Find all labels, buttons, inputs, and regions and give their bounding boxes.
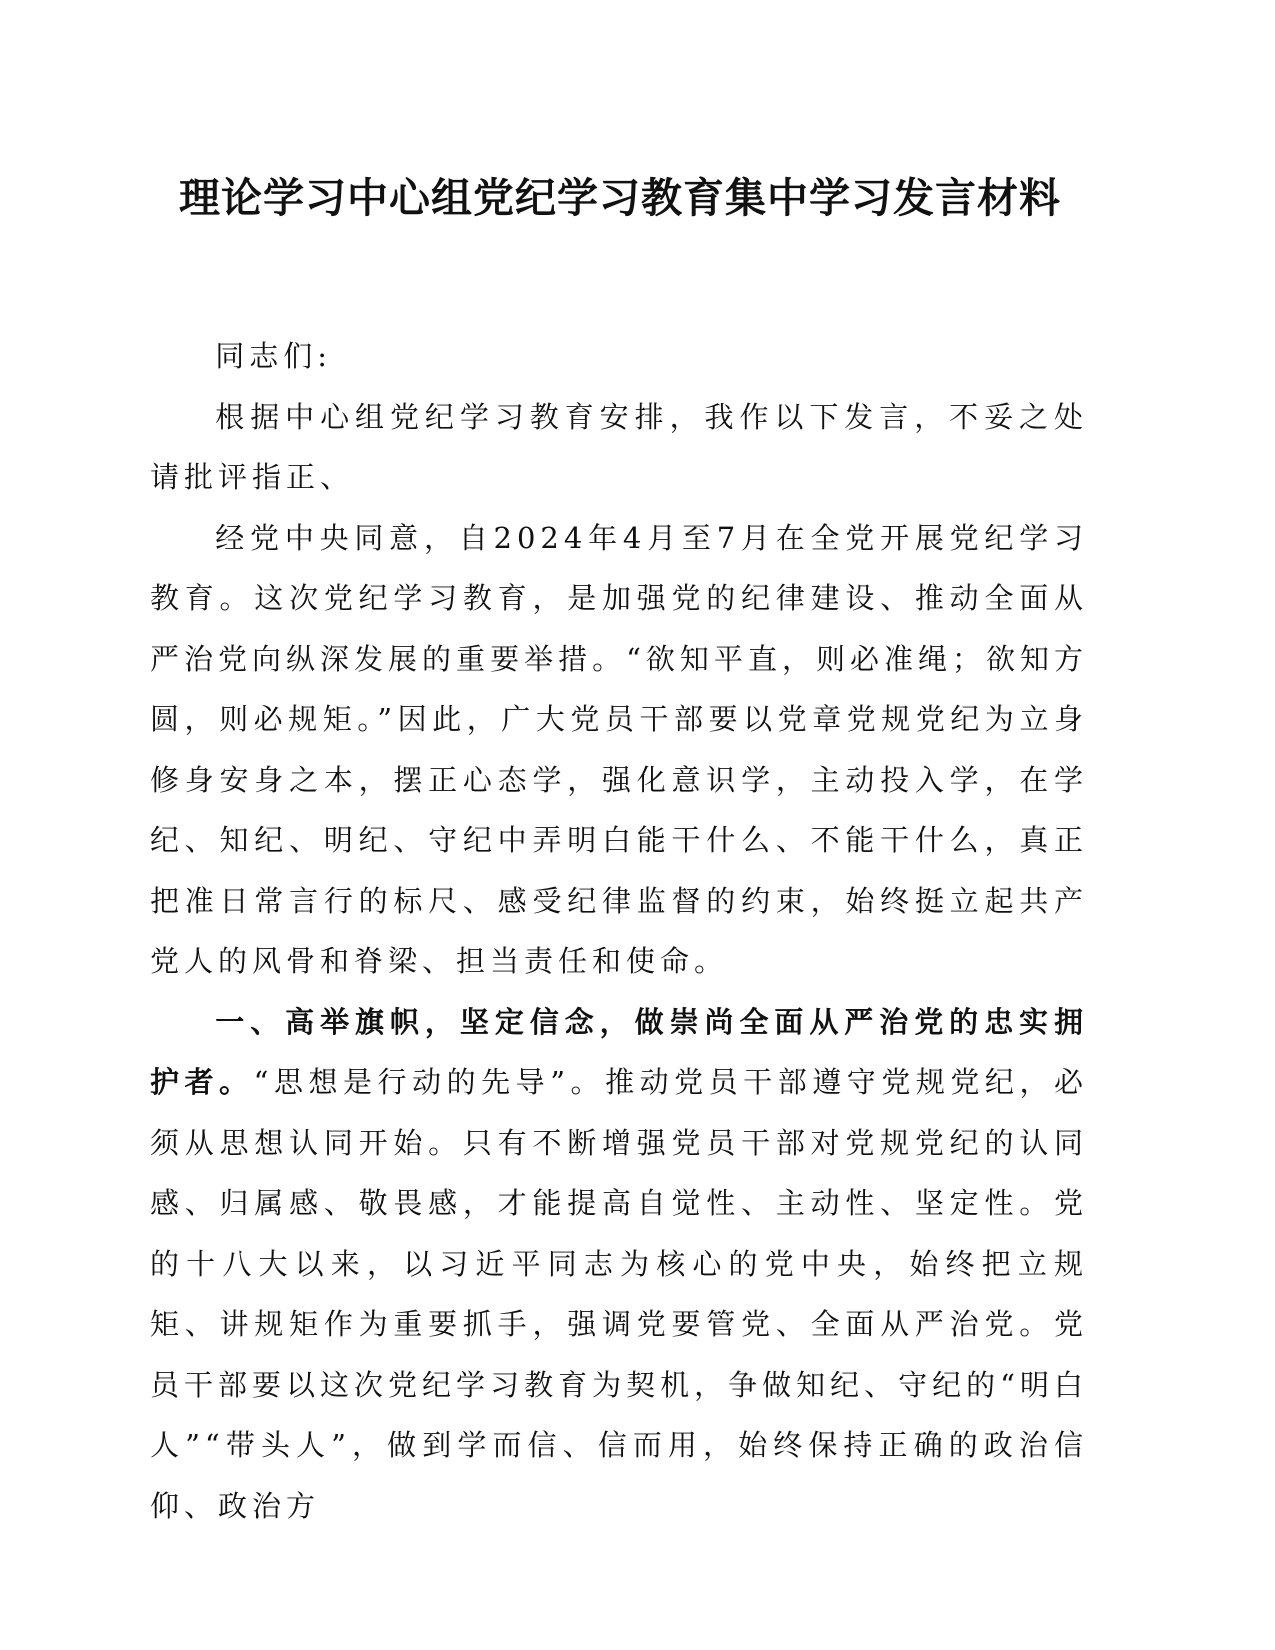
section-1-heading: 一、高举旗帜，坚定信念，做崇尚全面从严治党的忠实拥护者。	[150, 1004, 1088, 1099]
section-1-paragraph	[150, 992, 1088, 1537]
paragraph-intro: 根据中心组党纪学习教育安排，我作以下发言，不妥之处请批评指正、	[150, 399, 1088, 494]
section-1-text: “思想是行动的先导”。推动党员干部遵守党规党纪，必须从思想认同开始。只有不断增强党员干部对党规党纪的认同感、归属感、敬畏感，才能提高自觉性、主动性、坚定性。党的十八大以来，以习近平同志为核心的党中央，始终把立规矩、讲规矩作为重要抓手，强调党要管党、全面从严治党。党员干部要以这次党纪学习教育为契机，争做知纪、守纪的“明白人”“带头人”，做到学而信、信而用，始终保持正确的政治信仰、政治方	[150, 1065, 1088, 1523]
salutation: 同志们:	[215, 339, 333, 373]
paragraph-background: 经党中央同意，自2024年4月至7月在全党开展党纪学习教育。这次党纪学习教育，是加强党的纪律建设、推动全面从严治党向纵深发展的重要举措。“欲知平直，则必准绳；欲知方圆，则必规矩。”因此，广大党员干部要以党章党规党纪为立身修身安身之本，摆正心态学，强化意识学，主动投入学，在学纪、知纪、明纪、守纪中弄明白能干什么、不能干什么，真正把准日常言行的标尺、感受纪律监督的约束，始终挺立起共产党人的风骨和脊梁、担当责任和使命。	[150, 520, 1088, 978]
document-body	[150, 326, 1088, 1536]
document-title: 理论学习中心组党纪学习教育集中学习发言材料	[179, 174, 1061, 222]
